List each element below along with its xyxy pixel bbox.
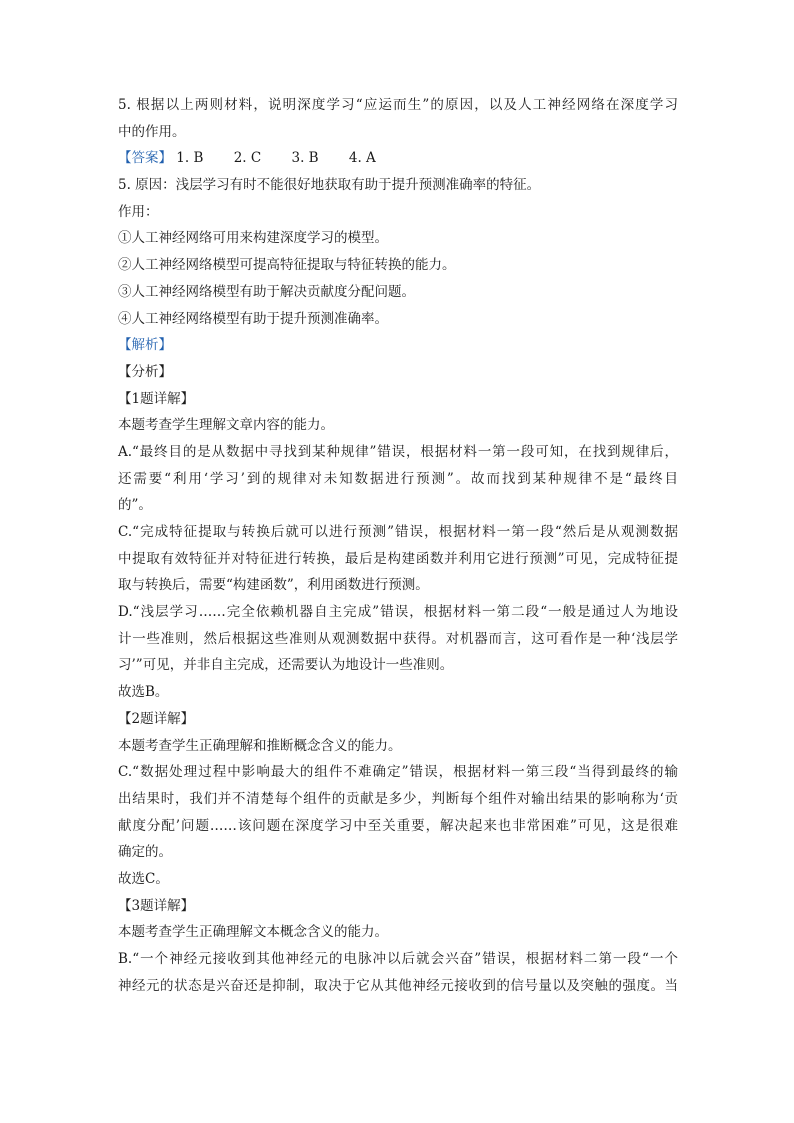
q1-option-a-line: A.“最终目的是从数据中寻找到某种规律”错误，根据材料一第一段可知，在找到规律后， [118, 443, 678, 460]
q1-option-d-line: 习’”可见，并非自主完成，还需要认为地设计一些准则。 [118, 657, 454, 674]
q5-prompt-line-1: 5. 根据以上两则材料，说明深度学习“应运而生”的原因，以及人工神经网络在深度学习 [118, 97, 678, 113]
role-item: ④人工神经网络模型有助于提升预测准确率。 [118, 310, 388, 327]
q5-prompt-line-2: 中的作用。 [118, 123, 186, 140]
document-body [118, 92, 678, 999]
q1-option-d-line: D.“浅层学习……完全依赖机器自主完成”错误，根据材料一第二段“一般是通过人为地设 [118, 604, 678, 621]
q2-intro: 本题考查学生正确理解和推断概念含义的能力。 [118, 737, 402, 754]
q1-option-d-line: 计一些准则，然后根据这些准则从观测数据中获得。对机器而言，这可看作是一种‘浅层学 [118, 630, 678, 647]
answer-2: 2. C [233, 150, 262, 167]
q3-heading: 【3题详解】 [118, 897, 195, 914]
q3-intro: 本题考查学生正确理解文本概念含义的能力。 [118, 924, 388, 941]
answer-tag: 【答案】 [118, 150, 172, 167]
q2-heading: 【2题详解】 [118, 710, 195, 727]
role-item: ①人工神经网络可用来构建深度学习的模型。 [118, 230, 388, 247]
fenxi-tag: 【分析】 [118, 363, 172, 380]
q2-pick: 故选C。 [118, 870, 169, 887]
role-label: 作用： [118, 203, 159, 220]
analysis-tag: 【解析】 [118, 337, 172, 354]
role-item: ②人工神经网络模型可提高特征提取与特征转换的能力。 [118, 257, 456, 274]
q1-option-c-line: 取与转换后，需要“构建函数”，利用函数进行预测。 [118, 577, 429, 594]
q2-option-c-line: 献度分配’问题……该问题在深度学习中至关重要，解决起来也非常困难”可见，这是很难 [118, 817, 678, 834]
answer-4: 4. A [348, 150, 376, 167]
q1-heading: 【1题详解】 [118, 390, 195, 407]
q1-intro: 本题考查学生理解文章内容的能力。 [118, 417, 334, 434]
q2-option-c-line: C.“数据处理过程中影响最大的组件不难确定”错误，根据材料一第三段“当得到最终的输 [118, 764, 678, 781]
q1-option-a-line: 的”。 [118, 497, 152, 514]
answer-line [118, 145, 678, 172]
q1-option-c-line: 中提取有效特征并对特征进行转换，最后是构建函数并利用它进行预测”可见，完成特征提 [118, 550, 678, 567]
q3-option-b-line: B.“一个神经元接收到其他神经元的电脉冲以后就会兴奋”错误，根据材料二第一段“一个 [118, 951, 678, 967]
q1-option-c-line: C.“完成特征提取与转换后就可以进行预测”错误，根据材料一第一段“然后是从观测数据 [118, 524, 678, 540]
answer-1: 1. B [176, 150, 204, 167]
q2-option-c-line: 确定的。 [118, 844, 172, 861]
answer-3: 3. B [291, 150, 319, 167]
q2-option-c-line: 出结果时，我们并不清楚每个组件的贡献是多少，判断每个组件对输出结果的影响称为‘贡 [118, 790, 678, 807]
q1-pick: 故选B。 [118, 684, 169, 701]
answer-5-reason: 5. 原因：浅层学习有时不能很好地获取有助于提升预测准确率的特征。 [118, 177, 541, 194]
q1-option-a-line: 还需要“利用‘学习’到的规律对未知数据进行预测”。故而找到某种规律不是“最终目 [118, 470, 678, 487]
q3-option-b-line: 神经元的状态是兴奋还是抑制，取决于它从其他神经元接收到的信号量以及突触的强度。当 [118, 977, 678, 994]
role-item: ③人工神经网络模型有助于解决贡献度分配问题。 [118, 283, 415, 300]
